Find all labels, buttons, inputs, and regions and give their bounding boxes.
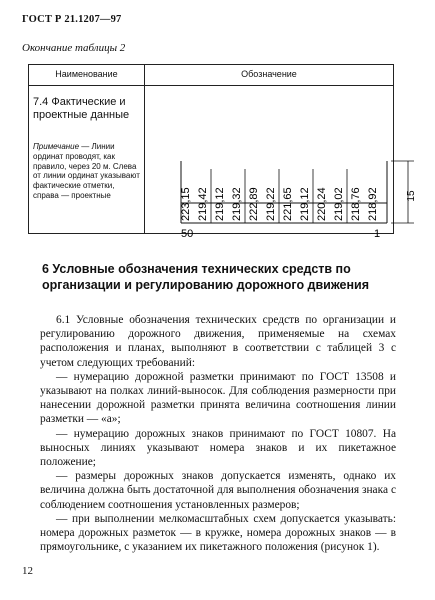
table-column-divider: [144, 65, 145, 233]
ordinate-values: [180, 169, 379, 223]
ordinate-value: 219,12: [214, 187, 226, 221]
paragraph: 6.1 Условные обозначения технических средств по организации и регулированию дорожного движения, применяемые на схемах расположения и планах, выполняют в соответствии с таблицей 3 с учетом следующих требований:: [40, 314, 396, 369]
page-number: 12: [22, 565, 33, 577]
ordinate-value: 218,92: [367, 187, 379, 221]
section-heading: 6 Условные обозначения технических средств по организации и регулированию дорожного движения: [42, 262, 370, 292]
ordinate-right-label: 1: [374, 228, 381, 239]
section-body: [40, 313, 396, 554]
ordinate-value: 221,65: [282, 187, 294, 221]
ordinate-value: 222,89: [248, 187, 260, 221]
ordinate-value: 219,12: [299, 187, 311, 221]
column-header-name: Наименование: [55, 69, 118, 79]
paragraph: — размеры дорожных знаков допускается изменять, однако их величина должна быть достаточной для выполнения обозначения знака с соблюдением соотношения установленных размеров;: [40, 470, 396, 511]
table-item-title: 7.4 Фактические и проектные данные: [33, 96, 130, 121]
table-note: [33, 142, 141, 201]
paragraph: — нумерацию дорожной разметки принимают по ГОСТ 13508 и указывают на полках линий-выносок. Для соблюдения размерности при нанесении дорожной разметки принята величина соотношения линии разметки — «а»;: [40, 370, 396, 426]
ordinate-value: 219,02: [333, 187, 345, 221]
ordinate-left-label: 50: [181, 228, 194, 239]
ordinate-value: 220,24: [316, 187, 328, 221]
table-2: [28, 64, 417, 239]
dimension-label: 15: [406, 190, 417, 202]
ordinate-value: 219,22: [265, 187, 277, 221]
table-continuation-label: Окончание таблицы 2: [22, 42, 126, 54]
ordinate-value: 219,42: [197, 187, 209, 221]
ordinate-value: 218,76: [350, 187, 362, 221]
ordinate-value: 223,15: [180, 187, 192, 221]
ordinate-value: 219,32: [231, 187, 243, 221]
paragraph: — нумерацию дорожных знаков принимают по ГОСТ 10807. На выносных линиях указывают номера знаков и их пикетажное положение;: [40, 427, 396, 469]
note-label: Примечание: [33, 142, 80, 151]
note-text: — Линии ординат проводят, как правило, через 20 м. Слева от линии ординат указывают фактические отметки, справа — проектные: [33, 142, 140, 200]
ordinate-figure: [169, 159, 419, 239]
page-header: ГОСТ Р 21.1207—97: [22, 14, 122, 25]
column-header-designation: Обозначение: [241, 69, 297, 79]
paragraph: — при выполнении мелкомасштабных схем допускается указывать: номера дорожных разметок — в кружке, номера дорожных знаков — в прямоугольнике, с указанием их пикетажного положения (рисунок 1).: [40, 512, 396, 554]
